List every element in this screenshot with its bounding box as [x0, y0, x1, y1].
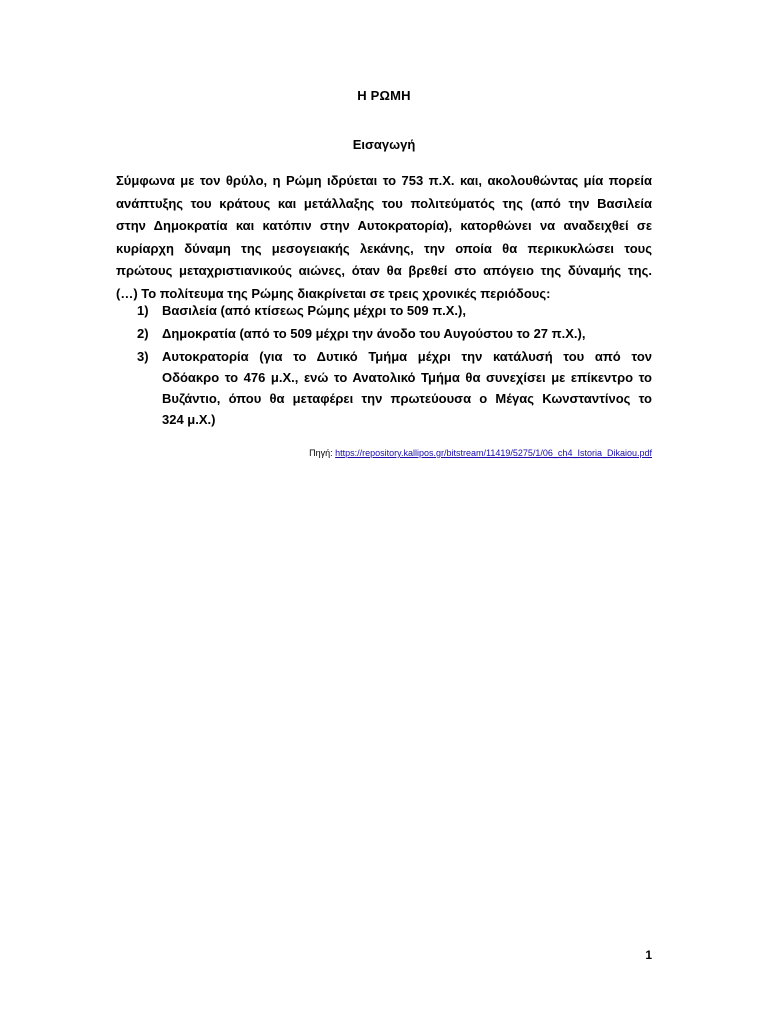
periods-list [137, 300, 652, 432]
source-label: Πηγή: [309, 448, 333, 458]
list-item-text [162, 323, 652, 344]
page-number: 1 [645, 948, 652, 962]
intro-paragraph [116, 170, 652, 305]
list-item-text [162, 300, 652, 321]
intro-line: στην Δημοκρατία και κατόπιν στην Αυτοκρατορία), κατορθώνει να αναδειχθεί σε [116, 218, 652, 233]
intro-line: πρώτους μεταχριστιανικούς αιώνες, όταν θα βρεθεί στο απόγειο της δύναμής της. [116, 263, 652, 278]
list-item [137, 323, 652, 344]
source-link[interactable]: https://repository.kallipos.gr/bitstream/11419/5275/1/06_ch4_Istoria_Dikaiou.pdf [335, 448, 652, 458]
intro-line: (…) Το πολίτευμα της Ρώμης διακρίνεται σε τρεις χρονικές περιόδους: [116, 285, 551, 301]
list-item-line: Οδόακρο το 476 μ.Χ., ενώ το Ανατολικό Τμήμα θα συνεχίσει με επίκεντρο το [162, 370, 652, 385]
list-item [137, 346, 652, 430]
list-item-number: 2) [137, 326, 149, 341]
document-title: Η ΡΩΜΗ [357, 88, 411, 103]
list-item-line: Βυζάντιο, όπου θα μεταφέρει την πρωτεύουσα ο Μέγας Κωνσταντίνος το [162, 391, 652, 406]
list-item-number: 1) [137, 303, 149, 318]
list-item-number: 3) [137, 349, 149, 364]
intro-line: Σύμφωνα με τον θρύλο, η Ρώμη ιδρύεται το 753 π.Χ. και, ακολουθώντας μία πορεία [116, 173, 652, 188]
list-item [137, 300, 652, 321]
source-citation [309, 448, 652, 458]
list-item-line: Αυτοκρατορία (για το Δυτικό Τμήμα μέχρι την κατάλυσή του από τον [162, 349, 652, 364]
list-item-line: Βασιλεία (από κτίσεως Ρώμης μέχρι το 509 π.Χ.), [162, 303, 466, 318]
intro-line: ανάπτυξης του κράτους και μετάλλαξης του πολιτεύματός της (από την Βασιλεία [116, 195, 652, 211]
section-heading: Εισαγωγή [352, 137, 416, 152]
list-item-line: Δημοκρατία (από το 509 μέχρι την άνοδο του Αυγούστου το 27 π.Χ.), [162, 326, 586, 341]
list-item-line: 324 μ.Χ.) [162, 412, 216, 427]
list-item-text [162, 346, 652, 430]
intro-line: κυρίαρχη δύναμη της μεσογειακής λεκάνης, την οποία θα περικυκλώσει τους [116, 240, 652, 256]
